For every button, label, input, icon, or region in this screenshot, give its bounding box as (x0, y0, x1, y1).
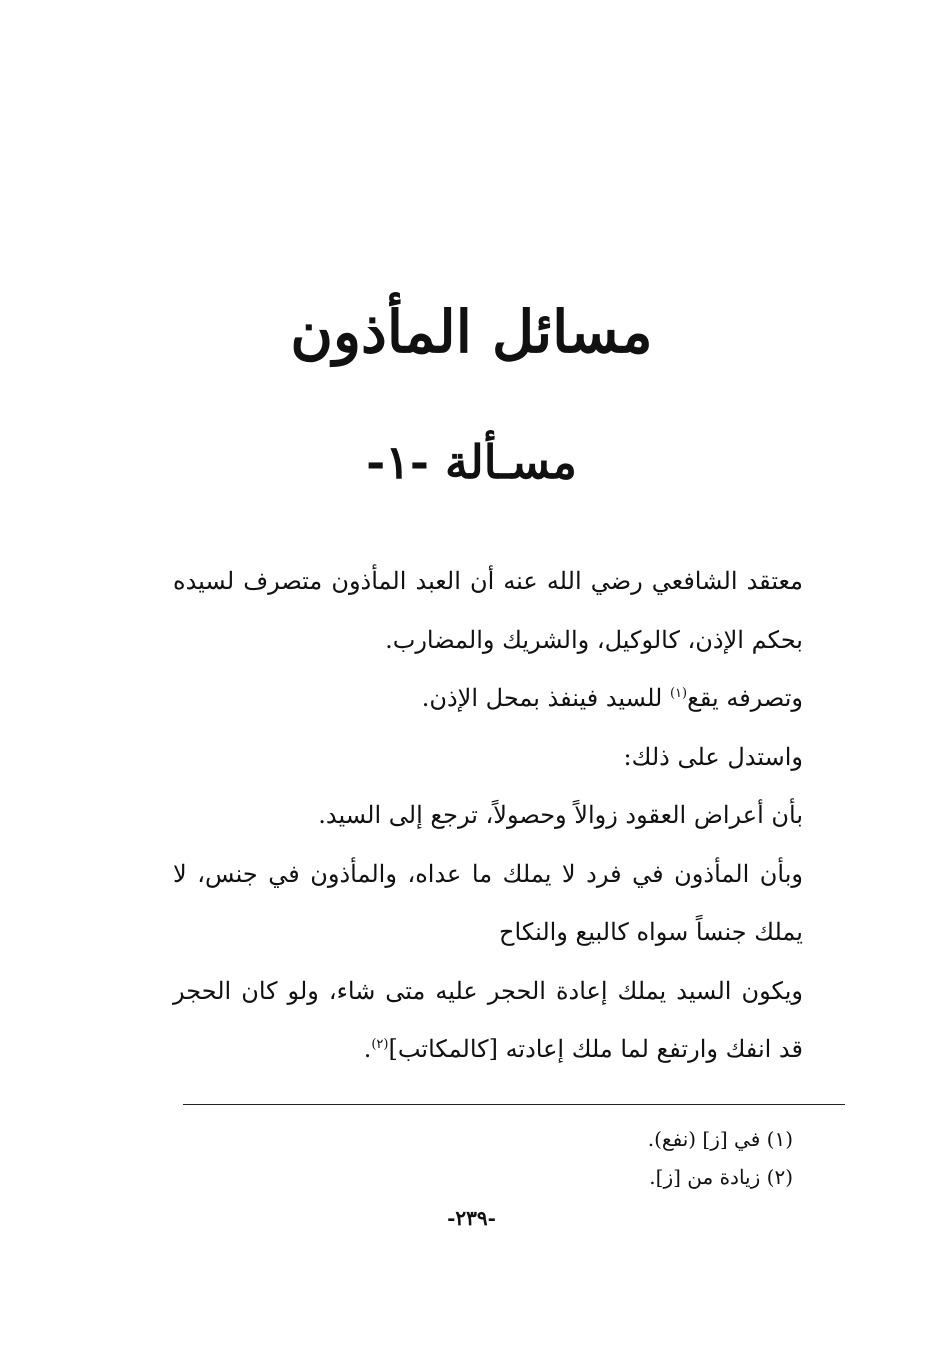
body-text (173, 552, 833, 1079)
paragraph: وبأن المأذون في فرد لا يملك ما عداه، والمأذون في جنس، لا يملك جنساً سواه كالبيع والنكاح (173, 859, 803, 946)
paragraph-text: ويكون السيد يملك إعادة الحجر عليه متى شاء، ولو كان الحجر قد انفك وارتفع لما ملك إعادته [كالمكاتب] (173, 976, 803, 1063)
paragraph (173, 962, 833, 1079)
footnote-ref: (٢) (371, 1037, 389, 1052)
paragraph: واستدل على ذلك: (623, 742, 803, 771)
footnote-ref: (١) (669, 686, 688, 701)
paragraph: معتقد الشافعي رضي الله عنه أن العبد المأذون متصرف لسيده بحكم الإذن، كالوكيل، والشريك والمضارب. (173, 567, 803, 654)
paragraph (173, 669, 833, 728)
footnote: (١) في [ز] (نفع). (647, 1127, 793, 1151)
paragraph-text: . (363, 1035, 372, 1063)
chapter-title: مسائل المأذون (290, 298, 653, 366)
paragraph-text: وتصرفه يقع (687, 684, 803, 712)
footnote: (٢) زيادة من [ز]. (649, 1165, 793, 1189)
footnotes (193, 1120, 793, 1196)
paragraph-text: للسيد فينفذ بمحل الإذن. (421, 684, 670, 712)
footnote-divider (183, 1104, 845, 1105)
paragraph: بأن أعراض العقود زوالاً وحصولاً، ترجع إلى السيد. (318, 801, 803, 829)
page-number: -٢٣٩- (447, 1206, 496, 1230)
issue-title: مسـألة -١- (366, 435, 577, 489)
